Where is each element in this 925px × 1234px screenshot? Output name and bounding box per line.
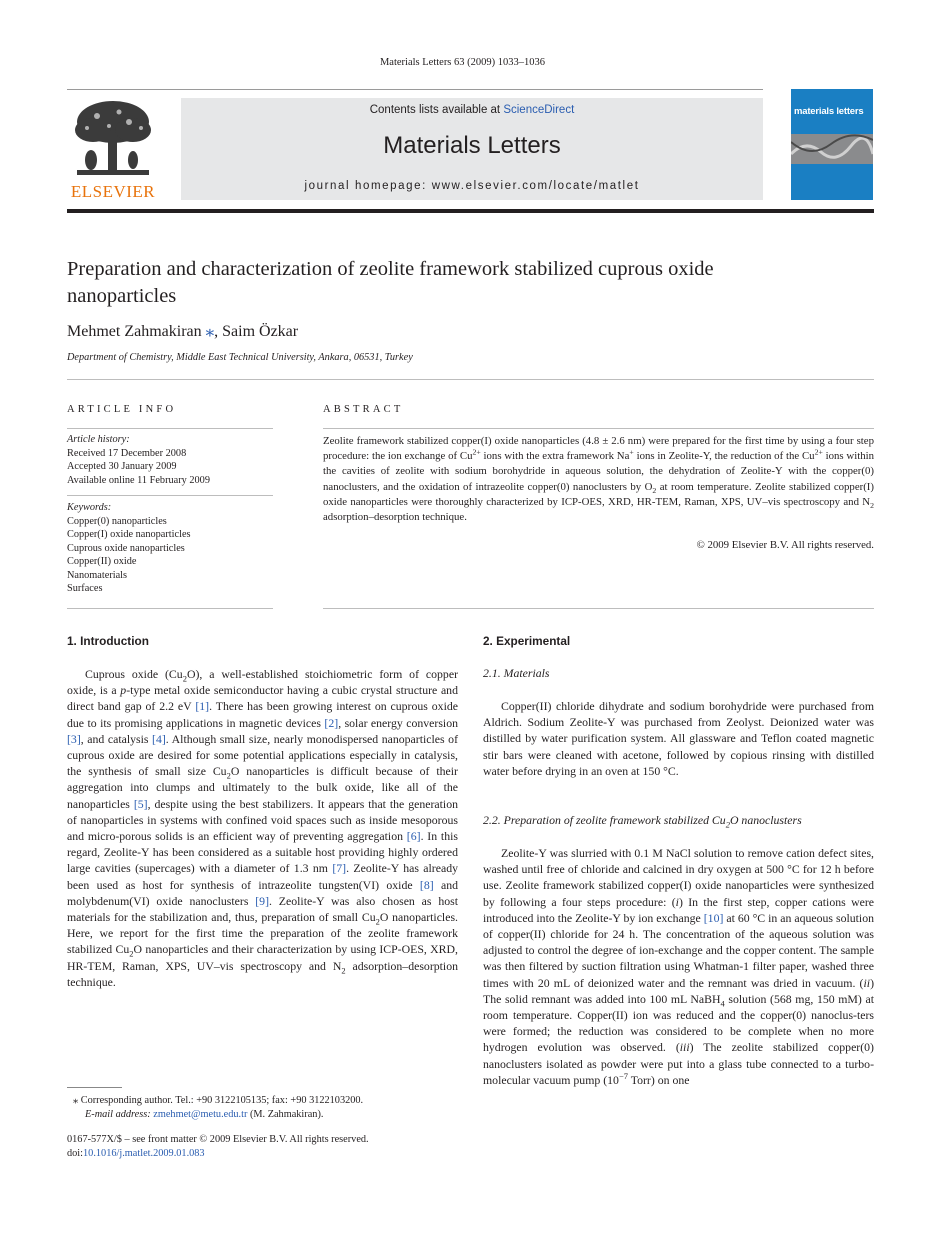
keyword-item: Nanomaterials [67, 569, 128, 581]
doi-label: doi: [67, 1147, 84, 1159]
keyword-item: Copper(II) oxide [67, 556, 137, 567]
keyword-item: Copper(I) oxide nanoparticles [67, 529, 191, 540]
received-date: Received 17 December 2008 [67, 447, 187, 459]
footnote [67, 1094, 458, 1121]
sciencedirect-link[interactable]: ScienceDirect [503, 104, 575, 116]
email-label: E-mail address: [85, 1108, 154, 1120]
doi-line [67, 1147, 458, 1161]
subsection-heading [483, 813, 802, 828]
divider [67, 428, 273, 429]
keyword-item: Cuprous oxide nanoparticles [67, 542, 185, 554]
cover-micrograph-icon [791, 134, 873, 164]
header-thick-rule [67, 209, 874, 213]
header-rule [67, 89, 763, 90]
front-matter [67, 1133, 458, 1160]
footnote-rule [67, 1087, 122, 1088]
keywords [67, 501, 273, 596]
divider [323, 428, 874, 429]
subsection-heading-text: 2.2. Preparation of zeolite framework stabilized Cu [483, 813, 726, 827]
divider [67, 495, 273, 496]
abstract-copyright: © 2009 Elsevier B.V. All rights reserved. [696, 539, 874, 551]
cover-image [791, 134, 873, 164]
history-label: Article history: [67, 434, 130, 445]
journal-homepage[interactable]: journal homepage: www.elsevier.com/locate/matlet [304, 180, 640, 192]
materials-body: Copper(II) chloride dihydrate and sodium borohydride were purchased from Aldrich. Sodium Zeolite-Y was purchased from Zeolyst. Deionized water was distilled by water purification system. All glassware and Teflon coated magnetic stir bars were cleaned with acetone, followed by copious rinsing with distilled water before drying in an oven at 150 °C. [483, 699, 874, 778]
article-info-label: ARTICLE INFO [67, 404, 177, 415]
keywords-label: Keywords: [67, 502, 112, 513]
article-title: Preparation and characterization of zeolite framework stabilized cuprous oxide nanoparticles [67, 258, 714, 307]
divider [67, 379, 874, 380]
section-heading: 2. Experimental [483, 634, 571, 648]
author-name: Saim Özkar [222, 323, 299, 340]
author-name: Mehmet Zahmakiran [67, 323, 202, 340]
journal-title: Materials Letters [383, 132, 561, 159]
author-separator: , [214, 323, 223, 340]
corresponding-author-note: ⁎ Corresponding author. Tel.: +90 3122105135; fax: +90 3122103200. [73, 1095, 364, 1106]
keyword-item: Copper(0) nanoparticles [67, 515, 167, 527]
affiliation: Department of Chemistry, Middle East Technical University, Ankara, 06531, Turkey [67, 352, 413, 363]
corresponding-author-mark[interactable]: ⁎ [205, 321, 215, 340]
keyword-item: Surfaces [67, 583, 103, 594]
abstract-label: ABSTRACT [323, 404, 404, 415]
email-link[interactable]: zmehmet@metu.edu.tr [153, 1108, 248, 1120]
contents-line [181, 104, 763, 116]
author-list [67, 321, 298, 341]
doi-link[interactable]: 10.1016/j.matlet.2009.01.083 [83, 1147, 205, 1159]
elsevier-wordmark: ELSEVIER [70, 182, 156, 201]
article-history [67, 433, 273, 487]
preparation-body: Zeolite-Y was slurried with 0.1 M NaCl solution to remove cation defect sites, washed until free of chloride and calcined in dry oxygen at 500 °C for 12 h before use. Zeolite framework stabilized copper(I) oxide nanoparticles were synthesized by following a four steps procedure: (i) In the first step, copper cations were introduced into the Zeolite-Y by ion exchange [10] at 60 °C in an aqueous solution of copper(II) chloride for 24 h. The concentration of the aqueous solution was adjusted to control the degree of ion-exchange and the copper content. The sample was then filtered by suction filtration using Whatman-1 filter paper, washed three times with 20 mL of deionized water and the remnant was dried in vacuum. (ii) The solid remnant was added into 100 mL NaBH$_4$ solution (568 mg, 150 mM) at room temperature. Copper(II) ion was reduced and the copper(0) nanoclus-ters were formed; the reduction was considered to be complete when no more hydrogen evolution was observed. (iii) The zeolite stabilized copper(0) nanoclusters isolated as powder were put into a glass tube connected to a turbo-molecular vacuum pump ($10^{-7}$ Torr) on one [483, 846, 875, 1087]
cover-title: materials letters [794, 106, 864, 117]
journal-citation: Materials Letters 63 (2009) 1033–1036 [379, 57, 546, 68]
email-line [67, 1108, 458, 1122]
abstract-text: Zeolite framework stabilized copper(I) oxide nanoparticles (4.8 ± 2.6 nm) were prepared for the first time by using a four step procedure: the ion exchange of $Cu^{2+}$ ions with the extra framework Na+ ions in Zeolite-Y, the reduction of the $Cu^{2+}$ ions within the cavities of zeolite with sodium borohydride in aqueous solution, the dehydration of Zeolite-Y with the copper(0) nanoclusters, and the oxidation of intrazeolite copper(0) nanoclusters by $O_2$ at room temperature. Zeolite stabilized copper(I) oxide nanoparticles were thoroughly characterized by ICP-OES, XRD, HR-TEM, Raman, XPS, UV–vis spectroscopy and $N_2$ adsorption–desorption technique. [323, 435, 875, 524]
section-heading: 1. Introduction [67, 634, 149, 648]
journal-banner [181, 98, 763, 200]
accepted-date: Accepted 30 January 2009 [67, 461, 177, 472]
email-tail: (M. Zahmakiran). [247, 1108, 324, 1120]
journal-cover [791, 89, 873, 200]
tree-icon [67, 98, 159, 182]
front-matter-line: 0167-577X/$ – see front matter © 2009 Elsevier B.V. All rights reserved. [67, 1134, 369, 1145]
divider [323, 608, 874, 609]
subsection-heading: 2.1. Materials [483, 666, 550, 680]
contents-prefix: Contents lists available at [369, 104, 504, 116]
subscript: 2 [725, 819, 730, 830]
introduction-body: Cuprous oxide $(Cu_2O)$, a well-established stoichiometric form of copper oxide, is a p-type metal oxide semiconductor having a cubic crystal structure and direct band gap of 2.2 eV [1]. There has been growing interest on cuprous oxide due to its promising applications in magnetic devices [2], solar energy conversion [3], and catalysis [4]. Although small size, nearly monodispersed nanoparticles of cuprous oxide are desired for some potential applications especially in catalysis, the synthesis of small size $Cu_2O$ nanoparticles is difficult because of their aggregation into clumps and ultimately to the bulk oxide, like all of the nanoparticles [5], despite using the best stabilizers. It appears that the generation of nanoparticles in systems with confined void spaces such as inside mesoporous and micro-porous solids is an efficient way of preventing aggregation [6]. In this regard, Zeolite-Y has been considered as a suitable host providing highly ordered large cavities (supercages) with a diameter of 1.3 nm [7]. Zeolite-Y has already been used as host for synthesis of intrazeolite tungsten(VI) oxide [8] and molybdenum(VI) oxide nanoclusters [9]. Zeolite-Y was also chosen as host materials for the stabilization and, thus, preparation of small $Cu_2O$ nanoparticles. Here, we report for the first time the preparation of the zeolite framework stabilized $Cu_2O$ nanoparticles and their characterization by using ICP-OES, XRD, HR-TEM, Raman, XPS, UV–vis spectroscopy and $N_2$ adsorption–desorption technique. [67, 667, 459, 989]
divider [67, 608, 273, 609]
online-date: Available online 11 February 2009 [67, 474, 210, 486]
subsection-heading-tail: O nanoclusters [729, 813, 802, 827]
